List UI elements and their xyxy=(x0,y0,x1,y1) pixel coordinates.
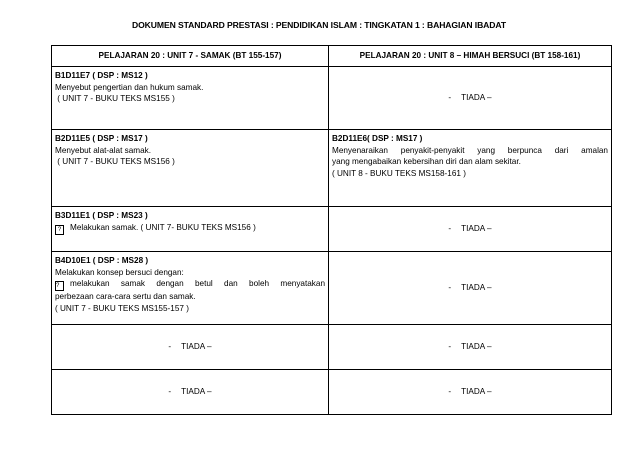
standard-code: B2D11E5 ( DSP : MS17 ) xyxy=(55,134,148,143)
cell-b5-unit7 xyxy=(52,325,329,370)
none-label: TIADA – xyxy=(461,283,492,293)
cell-b6-unit7 xyxy=(52,370,329,415)
cell-b6-unit8 xyxy=(329,370,612,415)
dash: - xyxy=(448,283,452,293)
cell-reference: ( UNIT 7 - BUKU TEKS MS155 ) xyxy=(55,94,175,104)
header-unit-8: PELAJARAN 20 : UNIT 8 – HIMAH BERSUCI (BT 158-161) xyxy=(329,46,612,67)
cell-reference: ( UNIT 7 - BUKU TEKS MS156 ) xyxy=(55,157,175,167)
table-row xyxy=(52,207,612,252)
cell-b4-unit8 xyxy=(329,252,612,325)
cell-text: Melakukan konsep bersuci dengan: xyxy=(55,267,184,277)
cell-text: Menyebut alat-alat samak. xyxy=(55,145,152,155)
none-label: TIADA – xyxy=(461,93,492,103)
none-label: TIADA – xyxy=(461,387,492,397)
bullet-icon: ? xyxy=(55,281,64,291)
dash: - xyxy=(448,387,452,397)
header-row xyxy=(52,46,612,67)
cell-b3-unit7 xyxy=(52,207,329,252)
bullet-icon: ? xyxy=(55,225,64,235)
cell-text: yang mengabaikan kebersihan diri dan alam sekitar. xyxy=(332,157,521,167)
dash: - xyxy=(448,224,452,234)
standard-code: B1D11E7 ( DSP : MS12 ) xyxy=(55,71,148,80)
bullet-text: melakukan samak dengan betul dan boleh menyatakan xyxy=(70,279,325,289)
cell-text: Menyebut pengertian dan hukum samak. xyxy=(55,82,204,92)
cell-b1-unit7 xyxy=(52,67,329,130)
dash: - xyxy=(448,342,452,352)
table-row xyxy=(52,252,612,325)
cell-b2-unit7 xyxy=(52,130,329,207)
cell-reference: ( UNIT 7 - BUKU TEKS MS155-157 ) xyxy=(55,303,189,313)
cell-reference: ( UNIT 8 - BUKU TEKS MS158-161 ) xyxy=(332,168,466,178)
standards-table xyxy=(51,45,612,415)
document-title: DOKUMEN STANDARD PRESTASI : PENDIDIKAN ISLAM : TINGKATAN 1 : BAHAGIAN IBADAT xyxy=(131,20,506,30)
none-label: TIADA – xyxy=(461,342,492,352)
bullet-text: Melakukan samak. ( UNIT 7- BUKU TEKS MS156 ) xyxy=(70,222,256,232)
cell-b4-unit7 xyxy=(52,252,329,325)
cell-text xyxy=(55,222,325,235)
dash: - xyxy=(168,387,172,397)
table-row xyxy=(52,370,612,415)
cell-b1-unit8 xyxy=(329,67,612,130)
standard-code: B4D10E1 ( DSP : MS28 ) xyxy=(55,256,149,265)
none-label: TIADA – xyxy=(181,342,212,352)
table-row xyxy=(52,67,612,130)
none-label: TIADA – xyxy=(181,387,212,397)
dash: - xyxy=(448,93,452,103)
table-row xyxy=(52,325,612,370)
cell-text: perbezaan cara-cara sertu dan samak. xyxy=(55,292,196,302)
none-label: TIADA – xyxy=(461,224,492,234)
cell-b3-unit8 xyxy=(329,207,612,252)
cell-b5-unit8 xyxy=(329,325,612,370)
cell-text xyxy=(55,278,325,291)
cell-text: Menyenaraikan penyakit-penyakit yang berpunca dari amalan xyxy=(332,145,608,155)
table-row xyxy=(52,130,612,207)
dash: - xyxy=(168,342,172,352)
standard-code: B3D11E1 ( DSP : MS23 ) xyxy=(55,211,148,220)
cell-b2-unit8 xyxy=(329,130,612,207)
header-unit-7: PELAJARAN 20 : UNIT 7 - SAMAK (BT 155-157) xyxy=(52,46,329,67)
standard-code: B2D11E6( DSP : MS17 ) xyxy=(332,134,423,143)
